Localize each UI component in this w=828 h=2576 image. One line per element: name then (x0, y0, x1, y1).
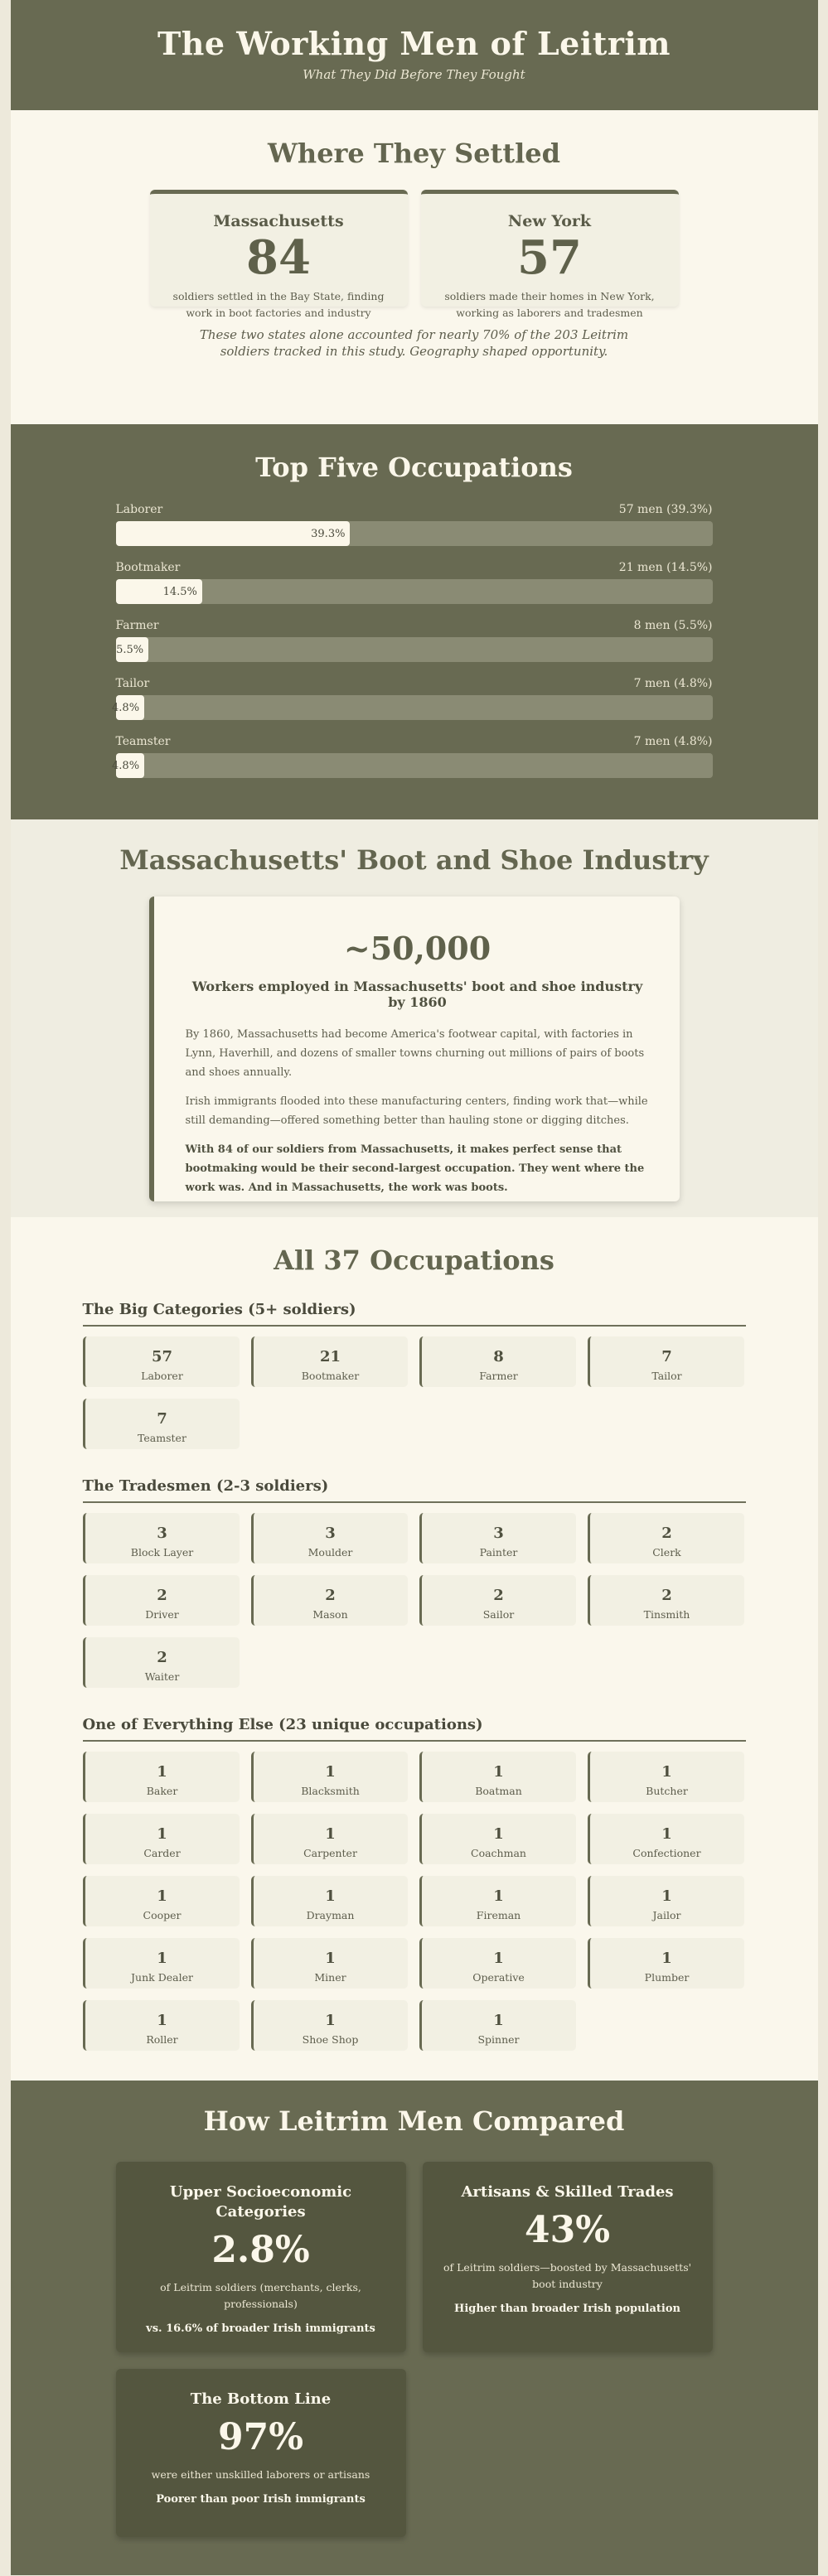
occupation-tile (588, 1752, 744, 1802)
occupation-tile (419, 1752, 576, 1802)
page-subtitle: What They Did Before They Fought (303, 67, 525, 82)
bar-item-teamster (112, 735, 713, 793)
occupation-group (83, 1477, 746, 1688)
tile-count: 1 (157, 1763, 167, 1781)
boot-paragraph-conclusion: With 84 of our soldiers from Massachusetts, it makes perfect sense that bootmaking would be their second-largest occupation. They went where the work was. And in Massachusetts, the work was boots. (185, 1143, 645, 1194)
bar-track (116, 521, 713, 546)
tile-count: 1 (661, 1887, 672, 1905)
bar-label: Teamster (115, 735, 171, 748)
card-stat: 2.8% (211, 2229, 310, 2271)
tile-name: Tinsmith (643, 1608, 690, 1621)
tile-name: Shoe Shop (302, 2033, 359, 2046)
bar-track (116, 637, 713, 662)
bar-fill: 4.8% (116, 695, 145, 720)
tile-name: Miner (314, 1971, 346, 1984)
tile-count: 8 (493, 1348, 504, 1365)
tile-count: 2 (661, 1525, 672, 1542)
bar-track (112, 753, 713, 778)
bar-label: Bootmaker (115, 561, 181, 574)
group-title: One of Everything Else (23 unique occupations) (83, 1716, 746, 1742)
bar-fill: 14.5% (116, 579, 202, 604)
occupation-tile (83, 1399, 240, 1449)
tile-count: 1 (325, 2012, 336, 2029)
tile-count: 1 (157, 1887, 167, 1905)
tile-name: Drayman (306, 1909, 355, 1921)
occupation-tiles (83, 1752, 746, 2051)
occupation-tile (251, 1513, 408, 1563)
tile-name: Plumber (644, 1971, 690, 1984)
occupation-tiles (83, 1513, 746, 1688)
occupation-tile (419, 1876, 576, 1926)
tile-count: 2 (157, 1587, 167, 1604)
tile-count: 1 (493, 1950, 504, 1967)
tile-name: Confectioner (632, 1847, 701, 1859)
bar-fill: 5.5% (116, 637, 149, 662)
tile-count: 1 (661, 1950, 672, 1967)
group-title: The Big Categories (5+ soldiers) (83, 1301, 746, 1327)
tile-name: Jailor (652, 1909, 681, 1921)
occupation-tile (419, 1336, 576, 1387)
tile-name: Carpenter (303, 1847, 357, 1859)
tile-count: 2 (661, 1587, 672, 1604)
boot-industry-section (11, 819, 818, 1217)
state-count: 57 (517, 230, 582, 285)
tile-name: Coachman (471, 1847, 526, 1859)
state-count: 84 (246, 230, 311, 285)
tile-count: 1 (493, 1763, 504, 1781)
tile-count: 2 (157, 1649, 167, 1666)
card-stat: 97% (217, 2416, 304, 2458)
tile-name: Fireman (476, 1909, 521, 1921)
tile-name: Waiter (144, 1670, 180, 1683)
card-stat: 43% (524, 2209, 611, 2251)
boot-subtitle: Workers employed in Massachusetts' boot and shoe industry by 1860 (191, 979, 643, 1010)
bar-count: 57 men (39.3%) (618, 503, 713, 516)
tile-name: Carder (143, 1847, 181, 1859)
card-desc: were either unskilled laborers or artisans (151, 2468, 370, 2481)
tile-count: 1 (325, 1887, 336, 1905)
comparison-cards (11, 2162, 818, 2537)
occupation-tile (83, 1575, 240, 1626)
occupation-tile (588, 1938, 744, 1989)
tile-name: Cooper (143, 1909, 182, 1921)
tile-name: Spinner (477, 2033, 520, 2046)
occupation-tile (588, 1513, 744, 1563)
occupation-group (83, 1716, 746, 2051)
state-card-new-york (421, 190, 679, 319)
bar-label: Laborer (115, 503, 163, 516)
comparison-section (11, 2081, 818, 2575)
card-note: Poorer than poor Irish immigrants (156, 2493, 366, 2506)
bar-item-tailor (112, 677, 713, 735)
settled-note: These two states alone accounted for nearly 70% of the 203 Leitrim soldiers tracked in this study. Geography shaped opportunity. (199, 327, 629, 359)
occupation-tile (588, 1814, 744, 1864)
card-desc: of Leitrim soldiers—boosted by Massachusetts' boot industry (443, 2261, 692, 2290)
occupation-tile (419, 1938, 576, 1989)
occupation-tiles (83, 1336, 746, 1449)
bar-count: 7 men (4.8%) (633, 735, 713, 748)
bar-track (112, 695, 713, 720)
occupation-tile (419, 1575, 576, 1626)
occupation-tile (83, 1513, 240, 1563)
occupation-tile (251, 1938, 408, 1989)
page-title: The Working Men of Leitrim (157, 25, 671, 62)
occupation-tile (588, 1336, 744, 1387)
page (11, 0, 818, 2575)
hero-header (11, 0, 818, 110)
boot-paragraph: By 1860, Massachusetts had become America's footwear capital, with factories in Lynn, Haverhill, and dozens of smaller towns churning out millions of pairs of boots and shoes annually. (185, 1028, 645, 1079)
tile-count: 3 (493, 1525, 504, 1542)
tile-name: Junk Dealer (131, 1971, 193, 1984)
top-occupations-title: Top Five Occupations (255, 452, 573, 483)
boot-industry-title: Massachusetts' Boot and Shoe Industry (119, 844, 709, 876)
comparison-card-artisans (423, 2162, 713, 2352)
tile-count: 3 (157, 1525, 167, 1542)
group-title: The Tradesmen (2-3 soldiers) (83, 1477, 746, 1503)
bar-label: Farmer (115, 619, 159, 632)
occupation-groups (11, 1301, 818, 2051)
card-heading: Upper Socioeconomic Categories (169, 2183, 352, 2221)
tile-count: 1 (157, 1825, 167, 1843)
top-occupations-section (11, 424, 818, 819)
tile-count: 7 (157, 1410, 167, 1428)
comparison-title: How Leitrim Men Compared (203, 2105, 625, 2137)
bar-track (116, 579, 713, 604)
card-note: Higher than broader Irish population (454, 2303, 680, 2315)
tile-count: 1 (325, 1825, 336, 1843)
bar-count: 7 men (4.8%) (633, 677, 713, 690)
settled-section (11, 110, 818, 424)
occupation-tile (251, 1814, 408, 1864)
tile-name: Teamster (138, 1432, 186, 1444)
tile-count: 1 (661, 1825, 672, 1843)
bar-count: 8 men (5.5%) (633, 619, 713, 632)
tile-count: 1 (157, 1950, 167, 1967)
all-occupations-section (11, 1217, 818, 2081)
card-heading: The Bottom Line (190, 2390, 332, 2408)
occupation-tile (419, 1814, 576, 1864)
tile-count: 1 (325, 1950, 336, 1967)
state-desc: soldiers made their homes in New York, working as laborers and tradesmen (444, 290, 655, 319)
all-occupations-title: All 37 Occupations (274, 1245, 554, 1276)
occupation-tile (251, 2000, 408, 2051)
bar-count: 21 men (14.5%) (618, 561, 713, 574)
boot-paragraph: Irish immigrants flooded into these manufacturing centers, finding work that—while still demanding—offered something better than hauling stone or digging ditches. (185, 1095, 648, 1127)
comparison-card-bottom-line (116, 2369, 406, 2537)
tile-count: 1 (493, 2012, 504, 2029)
occupation-tile (83, 1637, 240, 1688)
comparison-card-upper (116, 2162, 406, 2352)
tile-count: 1 (661, 1763, 672, 1781)
tile-name: Bootmaker (301, 1370, 360, 1382)
bar-item-bootmaker (116, 561, 713, 619)
occupation-bars (112, 503, 713, 793)
occupation-group (83, 1301, 746, 1449)
tile-name: Tailor (651, 1370, 682, 1382)
occupation-tile (251, 1575, 408, 1626)
tile-name: Block Layer (130, 1546, 194, 1559)
occupation-tile (83, 1876, 240, 1926)
card-note: vs. 16.6% of broader Irish immigrants (146, 2322, 375, 2335)
tile-count: 2 (325, 1587, 336, 1604)
state-name: Massachusetts (213, 212, 344, 230)
settled-title: Where They Settled (267, 138, 560, 169)
occupation-tile (251, 1876, 408, 1926)
tile-name: Operative (472, 1971, 525, 1984)
tile-name: Driver (145, 1608, 179, 1621)
tile-name: Baker (146, 1785, 178, 1797)
bar-item-farmer (116, 619, 713, 677)
occupation-tile (251, 1752, 408, 1802)
occupation-tile (419, 1513, 576, 1563)
bar-fill: 39.3% (116, 521, 351, 546)
occupation-tile (83, 2000, 240, 2051)
tile-name: Clerk (652, 1546, 681, 1559)
tile-name: Laborer (141, 1370, 183, 1382)
bar-item-laborer (116, 503, 713, 561)
tile-name: Sailor (482, 1608, 515, 1621)
tile-count: 21 (319, 1348, 341, 1365)
tile-count: 7 (661, 1348, 672, 1365)
tile-name: Painter (479, 1546, 518, 1559)
occupation-tile (588, 1575, 744, 1626)
occupation-tile (419, 2000, 576, 2051)
card-desc: of Leitrim soldiers (merchants, clerks, professionals) (160, 2281, 361, 2310)
occupation-tile (83, 1336, 240, 1387)
tile-name: Farmer (479, 1370, 518, 1382)
tile-count: 1 (493, 1825, 504, 1843)
tile-count: 1 (325, 1763, 336, 1781)
tile-name: Butcher (646, 1785, 688, 1797)
bar-fill: 4.8% (116, 753, 145, 778)
occupation-tile (588, 1876, 744, 1926)
tile-name: Mason (312, 1608, 348, 1621)
state-name: New York (507, 212, 592, 230)
card-heading: Artisans & Skilled Trades (461, 2183, 674, 2201)
state-cards (11, 190, 818, 319)
tile-count: 1 (157, 2012, 167, 2029)
boot-industry-card (149, 897, 680, 1201)
tile-count: 1 (493, 1887, 504, 1905)
state-desc: soldiers settled in the Bay State, finding work in boot factories and industry (172, 290, 385, 319)
tile-count: 2 (493, 1587, 504, 1604)
tile-count: 57 (151, 1348, 173, 1365)
tile-name: Boatman (475, 1785, 522, 1797)
occupation-tile (251, 1336, 408, 1387)
tile-name: Blacksmith (301, 1785, 360, 1797)
tile-name: Roller (146, 2033, 178, 2046)
occupation-tile (83, 1938, 240, 1989)
tile-name: Moulder (307, 1546, 353, 1559)
boot-worker-count: ~50,000 (343, 930, 491, 967)
occupation-tile (83, 1752, 240, 1802)
tile-count: 3 (325, 1525, 336, 1542)
bar-label: Tailor (115, 677, 150, 690)
state-card-massachusetts (150, 190, 408, 319)
occupation-tile (83, 1814, 240, 1864)
